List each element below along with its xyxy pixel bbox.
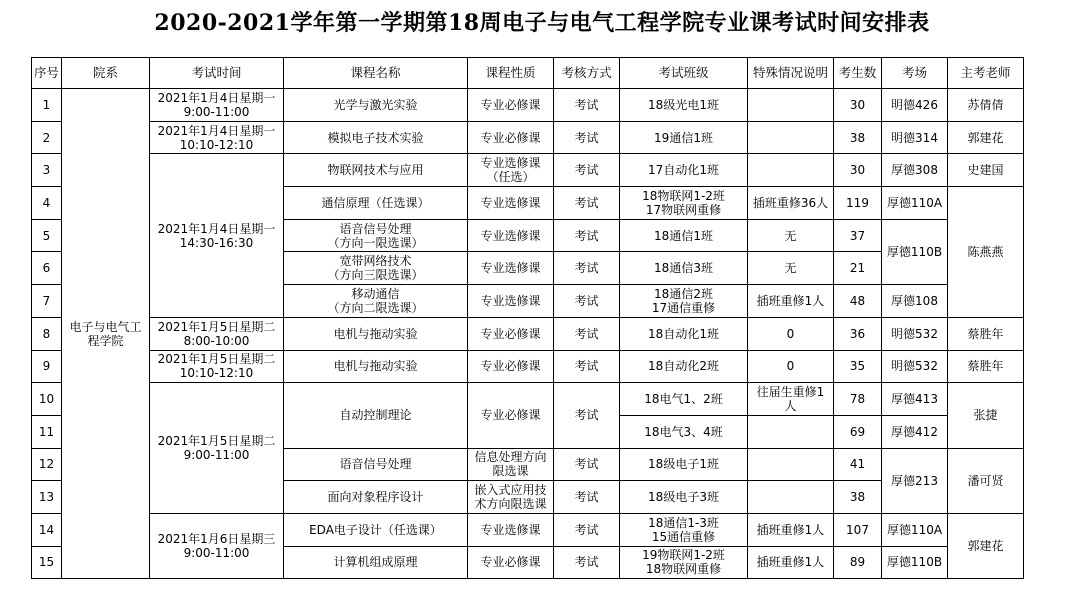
header-department: 院系 [62,58,150,89]
cell-special-note: 插班重修1人 [748,285,834,318]
cell-seq: 10 [32,383,62,416]
header-assessment: 考核方式 [554,58,620,89]
cell-course-nature: 专业选修课 [468,513,554,546]
cell-course-name: 通信原理（任选课） [284,187,468,220]
table-row [32,350,1024,383]
cell-assessment: 考试 [554,121,620,154]
cell-course-nature: 专业选修课 [468,252,554,285]
cell-special-note [748,481,834,514]
page-title: 2020-2021学年第一学期第18周电子与电气工程学院专业课考试时间安排表 [154,10,930,36]
header-examiner: 主考老师 [948,58,1024,89]
header-course-nature: 课程性质 [468,58,554,89]
cell-assessment: 考试 [554,154,620,187]
cell-student-count: 78 [834,383,882,416]
header-course-name: 课程名称 [284,58,468,89]
table-header-row [32,58,1024,89]
cell-exam-class: 18通信2班 17通信重修 [620,285,748,318]
cell-student-count: 35 [834,350,882,383]
table-row [32,513,1024,546]
cell-student-count: 30 [834,89,882,122]
header-seq: 序号 [32,58,62,89]
cell-exam-room: 厚德110A [882,187,948,220]
cell-student-count: 48 [834,285,882,318]
header-student-count: 考生数 [834,58,882,89]
cell-special-note: 插班重修1人 [748,513,834,546]
cell-course-nature: 专业选修课 [468,285,554,318]
cell-course-name: 模拟电子技术实验 [284,121,468,154]
cell-exam-room: 厚德108 [882,285,948,318]
cell-seq: 13 [32,481,62,514]
cell-exam-class: 18级电子3班 [620,481,748,514]
cell-assessment: 考试 [554,285,620,318]
cell-exam-room: 明德532 [882,317,948,350]
header-exam-room: 考场 [882,58,948,89]
cell-seq: 7 [32,285,62,318]
cell-student-count: 89 [834,546,882,579]
cell-assessment: 考试 [554,383,620,448]
cell-exam-class: 18电气1、2班 [620,383,748,416]
cell-student-count: 69 [834,415,882,448]
cell-assessment: 考试 [554,448,620,481]
cell-special-note: 0 [748,317,834,350]
cell-student-count: 30 [834,154,882,187]
cell-exam-time: 2021年1月5日星期二 8:00-10:00 [150,317,284,350]
cell-seq: 11 [32,415,62,448]
cell-exam-time: 2021年1月5日星期二 9:00-11:00 [150,383,284,514]
cell-assessment: 考试 [554,513,620,546]
cell-exam-time: 2021年1月6日星期三 9:00-11:00 [150,513,284,578]
cell-exam-room: 明德532 [882,350,948,383]
cell-special-note [748,89,834,122]
cell-examiner: 蔡胜年 [948,350,1024,383]
table-row [32,121,1024,154]
cell-exam-room: 厚德413 [882,383,948,416]
cell-exam-time: 2021年1月5日星期二 10:10-12:10 [150,350,284,383]
cell-seq: 2 [32,121,62,154]
cell-seq: 5 [32,219,62,252]
header-exam-class: 考试班级 [620,58,748,89]
cell-special-note: 往届生重修1 人 [748,383,834,416]
cell-assessment: 考试 [554,546,620,579]
cell-course-name: 电机与拖动实验 [284,350,468,383]
cell-exam-class: 17自动化1班 [620,154,748,187]
cell-special-note: 插班重修1人 [748,546,834,579]
cell-assessment: 考试 [554,187,620,220]
cell-course-nature: 专业必修课 [468,546,554,579]
cell-student-count: 38 [834,481,882,514]
cell-course-name: 物联网技术与应用 [284,154,468,187]
cell-course-nature: 信息处理方向 限选课 [468,448,554,481]
cell-student-count: 38 [834,121,882,154]
cell-assessment: 考试 [554,317,620,350]
cell-course-name: 语音信号处理 [284,448,468,481]
cell-special-note [748,154,834,187]
cell-course-nature: 专业必修课 [468,350,554,383]
cell-exam-room: 厚德110A [882,513,948,546]
cell-exam-class: 18物联网1-2班 17物联网重修 [620,187,748,220]
cell-examiner: 郭建花 [948,513,1024,578]
cell-seq: 4 [32,187,62,220]
cell-course-nature: 专业选修课 （任选） [468,154,554,187]
cell-exam-room: 厚德308 [882,154,948,187]
cell-seq: 9 [32,350,62,383]
cell-course-nature: 专业选修课 [468,187,554,220]
cell-examiner: 蔡胜年 [948,317,1024,350]
cell-special-note: 插班重修36人 [748,187,834,220]
cell-course-name: 语音信号处理 （方向一限选课） [284,219,468,252]
cell-student-count: 107 [834,513,882,546]
cell-assessment: 考试 [554,219,620,252]
cell-exam-room: 厚德110B [882,546,948,579]
cell-exam-class: 18自动化2班 [620,350,748,383]
cell-student-count: 21 [834,252,882,285]
cell-special-note [748,415,834,448]
cell-special-note [748,448,834,481]
cell-assessment: 考试 [554,481,620,514]
cell-exam-class: 18级光电1班 [620,89,748,122]
cell-course-name: 面向对象程序设计 [284,481,468,514]
cell-seq: 6 [32,252,62,285]
cell-seq: 8 [32,317,62,350]
cell-exam-class: 18级电子1班 [620,448,748,481]
cell-course-nature: 专业必修课 [468,383,554,448]
cell-exam-class: 19物联网1-2班 18物联网重修 [620,546,748,579]
cell-student-count: 119 [834,187,882,220]
cell-examiner: 苏倩倩 [948,89,1024,122]
cell-exam-room: 厚德213 [882,448,948,513]
cell-student-count: 36 [834,317,882,350]
cell-course-nature: 嵌入式应用技 术方向限选课 [468,481,554,514]
cell-student-count: 41 [834,448,882,481]
cell-student-count: 37 [834,219,882,252]
header-exam-time: 考试时间 [150,58,284,89]
cell-exam-class: 19通信1班 [620,121,748,154]
cell-special-note: 0 [748,350,834,383]
cell-exam-room: 明德426 [882,89,948,122]
cell-exam-time: 2021年1月4日星期一 14:30-16:30 [150,154,284,317]
cell-exam-room: 明德314 [882,121,948,154]
cell-assessment: 考试 [554,252,620,285]
table-row [32,317,1024,350]
cell-assessment: 考试 [554,350,620,383]
cell-special-note: 无 [748,252,834,285]
cell-examiner: 郭建花 [948,121,1024,154]
cell-examiner: 张捷 [948,383,1024,448]
cell-seq: 1 [32,89,62,122]
table-row [32,154,1024,187]
cell-course-name: EDA电子设计（任选课） [284,513,468,546]
cell-exam-room: 厚德110B [882,219,948,284]
cell-course-name: 电机与拖动实验 [284,317,468,350]
cell-course-name: 计算机组成原理 [284,546,468,579]
cell-course-nature: 专业必修课 [468,317,554,350]
cell-examiner: 史建国 [948,154,1024,187]
cell-course-nature: 专业必修课 [468,121,554,154]
cell-course-nature: 专业必修课 [468,89,554,122]
exam-schedule-table [31,57,1024,579]
cell-course-name: 移动通信 （方向二限选课） [284,285,468,318]
cell-seq: 15 [32,546,62,579]
header-special-note: 特殊情况说明 [748,58,834,89]
cell-exam-class: 18通信3班 [620,252,748,285]
cell-seq: 14 [32,513,62,546]
cell-course-name: 光学与激光实验 [284,89,468,122]
cell-course-name: 宽带网络技术 （方向三限选课） [284,252,468,285]
cell-exam-room: 厚德412 [882,415,948,448]
cell-course-nature: 专业选修课 [468,219,554,252]
table-row [32,383,1024,416]
cell-exam-class: 18电气3、4班 [620,415,748,448]
cell-assessment: 考试 [554,89,620,122]
cell-special-note [748,121,834,154]
cell-exam-class: 18通信1-3班 15通信重修 [620,513,748,546]
cell-examiner: 陈燕燕 [948,187,1024,318]
cell-exam-class: 18通信1班 [620,219,748,252]
cell-seq: 12 [32,448,62,481]
cell-examiner: 潘可贤 [948,448,1024,513]
cell-exam-time: 2021年1月4日星期一 10:10-12:10 [150,121,284,154]
cell-seq: 3 [32,154,62,187]
cell-exam-class: 18自动化1班 [620,317,748,350]
cell-special-note: 无 [748,219,834,252]
cell-course-name: 自动控制理论 [284,383,468,448]
cell-department: 电子与电气工程学院 [62,89,150,579]
cell-exam-time: 2021年1月4日星期一 9:00-11:00 [150,89,284,122]
table-row [32,89,1024,122]
